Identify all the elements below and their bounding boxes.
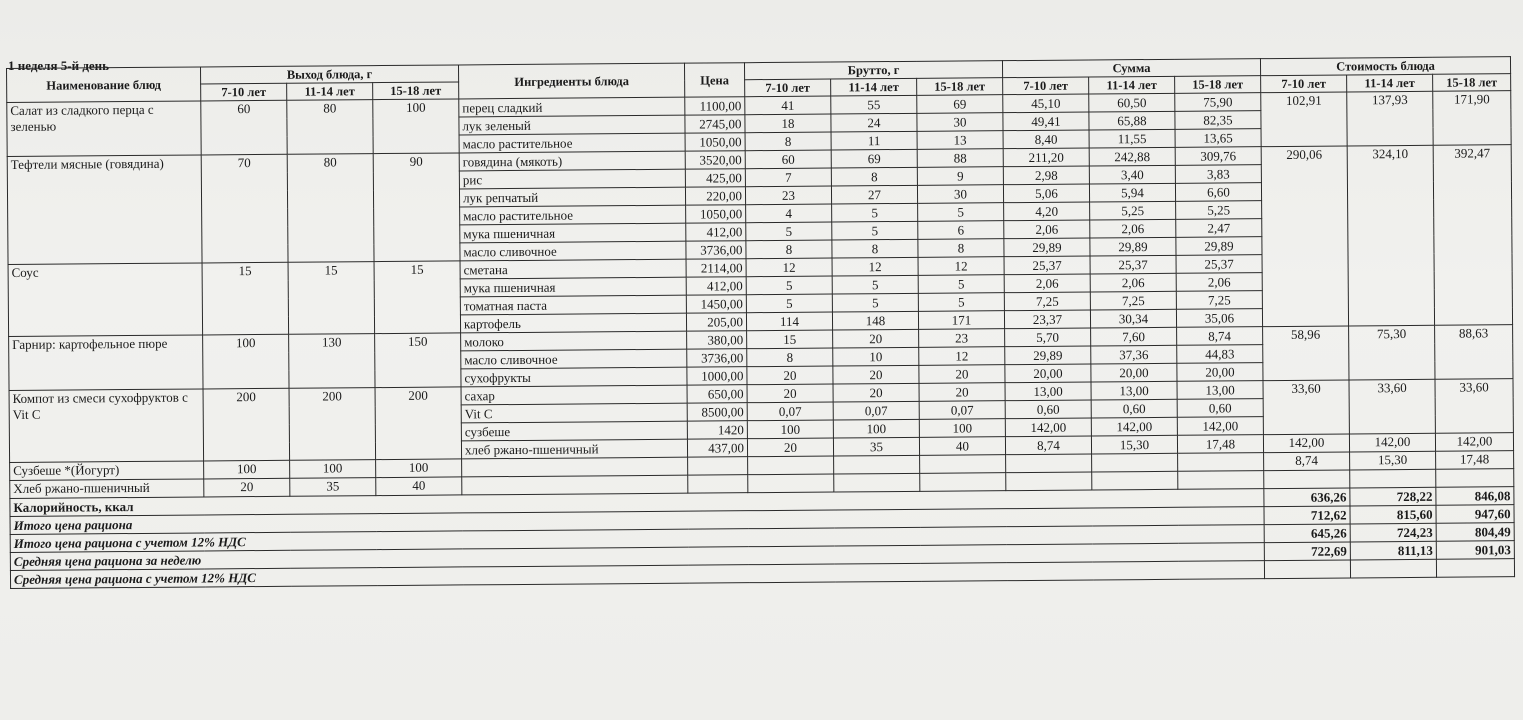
ingredient-price: 205,00 — [686, 313, 746, 331]
ingredient-sum: 8,74 — [1177, 327, 1263, 346]
dish-yield: 40 — [376, 477, 462, 496]
ingredient-price — [688, 457, 748, 475]
dish-cost: 17,48 — [1436, 451, 1514, 470]
ingredient-sum: 6,60 — [1175, 183, 1261, 202]
ingredient-sum: 0,60 — [1005, 400, 1091, 419]
ingredient-sum: 20,00 — [1091, 363, 1177, 382]
summary-label: Калорийность, ккал — [10, 489, 1264, 517]
gross-weight: 8 — [831, 167, 917, 186]
ingredient-sum: 242,88 — [1089, 147, 1175, 166]
age-header-yield-0: 7-10 лет — [201, 83, 287, 101]
ingredient-sum: 142,00 — [1177, 417, 1263, 436]
page-label: 1 неделя 5-й день — [8, 58, 110, 73]
gross-weight: 23 — [745, 186, 831, 205]
gross-weight: 6 — [918, 221, 1004, 240]
ingredient-price: 8500,00 — [687, 403, 747, 421]
dish-yield: 100 — [203, 334, 289, 389]
dish-name: Гарнир: картофельное пюре — [9, 335, 203, 391]
dish-yield: 60 — [201, 100, 287, 155]
dish-cost: 75,30 — [1349, 325, 1435, 380]
ingredient-price: 2114,00 — [686, 259, 746, 277]
gross-weight: 10 — [833, 347, 919, 366]
gross-weight: 5 — [832, 221, 918, 240]
ingredient-sum: 2,06 — [1090, 273, 1176, 292]
ingredient-sum: 7,25 — [1090, 291, 1176, 310]
ingredient-name: говядина (мякоть) — [459, 151, 685, 171]
ingredient-name: томатная паста — [460, 295, 686, 315]
ingredient-sum: 49,41 — [1003, 112, 1089, 131]
dish-cost: 33,60 — [1349, 379, 1435, 434]
summary-value: 901,03 — [1436, 541, 1514, 560]
age-header-cost-2: 15-18 лет — [1433, 74, 1511, 92]
dish-cost: 392,47 — [1433, 145, 1512, 326]
gross-weight: 88 — [917, 149, 1003, 168]
ingredient-sum: 29,89 — [1176, 237, 1262, 256]
ingredient-sum: 2,06 — [1004, 220, 1090, 239]
ingredient-name: хлеб ржано-пшеничный — [461, 439, 687, 459]
summary-label: Средняя цена рациона с учетом 12% НДС — [10, 561, 1264, 589]
gross-weight: 7 — [745, 168, 831, 187]
summary-value — [1436, 559, 1514, 578]
dish-yield: 100 — [376, 459, 462, 478]
ingredient-sum: 45,10 — [1003, 94, 1089, 113]
dish-yield: 80 — [287, 100, 373, 155]
header-sum: Сумма — [1002, 59, 1260, 78]
ingredient-sum: 13,00 — [1091, 381, 1177, 400]
gross-weight: 20 — [747, 384, 833, 403]
ingredient-name: Vit C — [461, 403, 687, 423]
dish-cost: 142,00 — [1435, 433, 1513, 452]
header-dish-name: Наименование блюд — [7, 67, 201, 103]
dish-yield: 90 — [373, 153, 460, 262]
ingredient-sum: 3,40 — [1089, 165, 1175, 184]
ingredient-sum: 20,00 — [1005, 364, 1091, 383]
ingredient-sum: 5,06 — [1003, 184, 1089, 203]
ingredient-sum: 65,88 — [1089, 111, 1175, 130]
ingredient-name: масло растительное — [460, 205, 686, 225]
gross-weight — [748, 456, 834, 475]
ingredient-sum: 8,40 — [1003, 130, 1089, 149]
gross-weight: 20 — [833, 329, 919, 348]
gross-weight: 9 — [917, 167, 1003, 186]
summary-value: 728,22 — [1350, 487, 1436, 506]
ingredient-sum: 25,37 — [1176, 255, 1262, 274]
ingredient-name — [462, 457, 688, 477]
ingredient-name: картофель — [460, 313, 686, 333]
gross-weight: 69 — [917, 95, 1003, 114]
dish-yield: 150 — [375, 333, 461, 388]
dish-cost: 8,74 — [1264, 452, 1350, 471]
ingredient-sum: 75,90 — [1175, 93, 1261, 112]
gross-weight: 100 — [833, 419, 919, 438]
gross-weight: 13 — [917, 131, 1003, 150]
gross-weight: 24 — [831, 113, 917, 132]
gross-weight: 30 — [917, 113, 1003, 132]
ingredient-sum: 15,30 — [1091, 435, 1177, 454]
summary-value: 724,23 — [1350, 523, 1436, 542]
header-price: Цена — [684, 63, 744, 97]
ingredient-sum — [1006, 454, 1092, 473]
dish-cost: 102,91 — [1261, 92, 1347, 147]
ingredient-price: 650,00 — [687, 385, 747, 403]
gross-weight: 0,07 — [833, 401, 919, 420]
ingredient-sum: 7,25 — [1176, 291, 1262, 310]
gross-weight: 55 — [831, 95, 917, 114]
gross-weight: 5 — [832, 203, 918, 222]
gross-weight: 15 — [747, 330, 833, 349]
ingredient-name: рис — [459, 169, 685, 189]
ingredient-sum: 309,76 — [1175, 147, 1261, 166]
ingredient-sum: 0,60 — [1091, 399, 1177, 418]
ingredient-sum: 35,06 — [1176, 309, 1262, 328]
gross-weight: 20 — [833, 365, 919, 384]
ingredient-price: 1420 — [687, 421, 747, 439]
ingredient-sum: 29,89 — [1005, 346, 1091, 365]
ingredient-name: молоко — [461, 331, 687, 351]
ingredient-sum — [1092, 453, 1178, 472]
ingredient-sum: 60,50 — [1089, 93, 1175, 112]
ingredient-name — [462, 475, 688, 495]
summary-value: 804,49 — [1436, 523, 1514, 542]
age-header-yield-1: 11-14 лет — [287, 83, 373, 101]
gross-weight: 12 — [746, 258, 832, 277]
gross-weight: 0,07 — [747, 402, 833, 421]
summary-value — [1264, 560, 1350, 579]
gross-weight — [748, 474, 834, 493]
ingredient-sum: 37,36 — [1091, 345, 1177, 364]
dish-yield: 200 — [203, 388, 290, 461]
dish-yield: 15 — [288, 262, 375, 335]
dish-name: Хлеб ржано-пшеничный — [10, 479, 204, 499]
gross-weight: 35 — [833, 437, 919, 456]
ingredient-sum: 3,83 — [1175, 165, 1261, 184]
dish-cost — [1350, 469, 1436, 488]
ingredient-sum: 2,98 — [1003, 166, 1089, 185]
gross-weight: 20 — [919, 365, 1005, 384]
ingredient-sum: 13,65 — [1175, 129, 1261, 148]
dish-cost: 58,96 — [1263, 326, 1349, 381]
dish-name: Соус — [8, 263, 203, 337]
gross-weight: 40 — [919, 437, 1005, 456]
menu-document — [6, 56, 1515, 589]
ingredient-price: 1050,00 — [686, 205, 746, 223]
dish-cost: 324,10 — [1347, 145, 1434, 326]
ingredient-sum: 142,00 — [1005, 418, 1091, 437]
ingredient-sum: 2,06 — [1176, 273, 1262, 292]
age-header-sum-1: 11-14 лет — [1089, 76, 1175, 94]
gross-weight: 8 — [918, 239, 1004, 258]
ingredient-price: 380,00 — [687, 331, 747, 349]
gross-weight: 60 — [745, 150, 831, 169]
dish-yield: 35 — [290, 478, 376, 497]
summary-value: 645,26 — [1264, 524, 1350, 543]
ingredient-sum: 5,70 — [1005, 328, 1091, 347]
ingredient-sum: 29,89 — [1004, 238, 1090, 257]
ingredient-sum: 13,00 — [1177, 381, 1263, 400]
dish-cost: 88,63 — [1435, 325, 1513, 380]
ingredient-name: сметана — [460, 259, 686, 279]
dish-cost: 290,06 — [1261, 146, 1348, 327]
ingredient-price: 412,00 — [686, 223, 746, 241]
gross-weight: 5 — [746, 276, 832, 295]
dish-cost — [1436, 469, 1514, 488]
ingredient-price: 412,00 — [686, 277, 746, 295]
gross-weight: 5 — [746, 294, 832, 313]
ingredient-sum: 17,48 — [1177, 435, 1263, 454]
ingredient-price: 220,00 — [685, 187, 745, 205]
ingredient-name: сухофрукты — [461, 367, 687, 387]
gross-weight — [834, 455, 920, 474]
summary-label: Итого цена рациона — [10, 507, 1264, 535]
age-header-cost-1: 11-14 лет — [1347, 74, 1433, 92]
gross-weight: 23 — [919, 329, 1005, 348]
gross-weight: 11 — [831, 131, 917, 150]
ingredient-price: 3736,00 — [686, 241, 746, 259]
ingredient-sum: 2,06 — [1090, 219, 1176, 238]
ingredient-price: 1000,00 — [687, 367, 747, 385]
age-header-gross-0: 7-10 лет — [745, 79, 831, 97]
gross-weight: 5 — [832, 293, 918, 312]
ingredient-name: перец сладкий — [459, 97, 685, 117]
summary-value — [1350, 559, 1436, 578]
summary-label: Средняя цена рациона за неделю — [10, 543, 1264, 571]
gross-weight: 20 — [833, 383, 919, 402]
gross-weight: 5 — [918, 203, 1004, 222]
summary-label: Итого цена рациона с учетом 12% НДС — [10, 525, 1264, 553]
gross-weight: 12 — [832, 257, 918, 276]
gross-weight — [834, 473, 920, 492]
ingredient-name: масло сливочное — [461, 349, 687, 369]
ingredient-sum: 29,89 — [1090, 237, 1176, 256]
ingredient-price: 2745,00 — [685, 115, 745, 133]
dish-yield: 15 — [374, 261, 461, 334]
ingredient-sum: 211,20 — [1003, 148, 1089, 167]
summary-value: 811,13 — [1350, 541, 1436, 560]
dish-yield: 100 — [290, 460, 376, 479]
ingredient-sum — [1006, 472, 1092, 491]
table-body — [7, 91, 1515, 589]
age-header-cost-0: 7-10 лет — [1261, 75, 1347, 93]
age-header-yield-2: 15-18 лет — [373, 82, 459, 100]
ingredient-sum: 5,25 — [1090, 201, 1176, 220]
ingredient-sum: 5,94 — [1089, 183, 1175, 202]
dish-yield: 80 — [287, 154, 374, 263]
dish-cost: 142,00 — [1349, 433, 1435, 452]
gross-weight — [920, 473, 1006, 492]
gross-weight: 20 — [747, 366, 833, 385]
ingredient-name: мука пшеничная — [460, 277, 686, 297]
ingredient-name: лук зеленый — [459, 115, 685, 135]
ingredient-price: 3520,00 — [685, 151, 745, 169]
gross-weight: 148 — [832, 311, 918, 330]
gross-weight: 41 — [745, 96, 831, 115]
ingredient-sum: 30,34 — [1090, 309, 1176, 328]
gross-weight: 5 — [918, 293, 1004, 312]
dish-cost: 171,90 — [1433, 91, 1511, 146]
summary-value: 815,60 — [1350, 505, 1436, 524]
gross-weight: 171 — [918, 311, 1004, 330]
gross-weight: 5 — [918, 275, 1004, 294]
ingredient-name: сузбеше — [461, 421, 687, 441]
age-header-gross-2: 15-18 лет — [917, 78, 1003, 96]
dish-cost: 33,60 — [1263, 380, 1349, 435]
dish-name: Салат из сладкого перца с зеленью — [7, 101, 201, 157]
ingredient-sum: 5,25 — [1176, 201, 1262, 220]
summary-value: 947,60 — [1436, 505, 1514, 524]
ingredient-sum: 23,37 — [1004, 310, 1090, 329]
dish-cost: 137,93 — [1347, 91, 1433, 146]
gross-weight: 0,07 — [919, 401, 1005, 420]
ingredient-name: масло сливочное — [460, 241, 686, 261]
dish-yield: 200 — [289, 388, 376, 461]
gross-weight: 27 — [831, 185, 917, 204]
ingredient-sum: 7,60 — [1091, 327, 1177, 346]
dish-yield: 15 — [202, 262, 289, 335]
ingredient-price: 425,00 — [685, 169, 745, 187]
ingredient-sum: 2,06 — [1004, 274, 1090, 293]
summary-value: 636,26 — [1264, 488, 1350, 507]
gross-weight: 12 — [918, 257, 1004, 276]
header-dish-cost: Стоимость блюда — [1260, 57, 1510, 76]
dish-yield: 100 — [373, 99, 459, 154]
gross-weight: 114 — [746, 312, 832, 331]
gross-weight: 100 — [919, 419, 1005, 438]
ingredient-sum: 13,00 — [1005, 382, 1091, 401]
dish-name: Сузбеше *(Йогурт) — [10, 461, 204, 481]
gross-weight: 8 — [746, 240, 832, 259]
dish-cost: 33,60 — [1435, 379, 1513, 434]
ingredient-sum: 25,37 — [1004, 256, 1090, 275]
ingredient-sum — [1092, 471, 1178, 490]
ingredient-sum: 0,60 — [1177, 399, 1263, 418]
gross-weight: 4 — [746, 204, 832, 223]
gross-weight: 30 — [917, 185, 1003, 204]
ingredient-price — [688, 475, 748, 493]
age-header-sum-2: 15-18 лет — [1175, 76, 1261, 94]
header-ingredients: Ингредиенты блюда — [458, 63, 684, 99]
dish-yield: 200 — [375, 387, 462, 460]
ingredient-name: мука пшеничная — [460, 223, 686, 243]
ingredient-sum: 11,55 — [1089, 129, 1175, 148]
ingredient-sum: 7,25 — [1004, 292, 1090, 311]
dish-name: Тефтели мясные (говядина) — [7, 155, 202, 265]
dish-yield: 100 — [204, 460, 290, 479]
gross-weight: 5 — [832, 275, 918, 294]
gross-weight: 8 — [745, 132, 831, 151]
ingredient-name: сахар — [461, 385, 687, 405]
ingredient-sum: 8,74 — [1005, 436, 1091, 455]
dish-yield: 70 — [201, 154, 288, 263]
ingredient-price: 437,00 — [687, 439, 747, 457]
ingredient-sum: 44,83 — [1177, 345, 1263, 364]
ingredient-price: 1100,00 — [685, 97, 745, 115]
header-yield: Выход блюда, г — [200, 65, 458, 84]
header-gross: Брутто, г — [744, 61, 1002, 80]
gross-weight: 12 — [919, 347, 1005, 366]
ingredient-sum: 142,00 — [1091, 417, 1177, 436]
gross-weight: 100 — [747, 420, 833, 439]
ingredient-sum — [1178, 471, 1264, 490]
ingredient-price: 1050,00 — [685, 133, 745, 151]
gross-weight: 8 — [747, 348, 833, 367]
ingredient-sum: 20,00 — [1177, 363, 1263, 382]
dish-cost: 15,30 — [1350, 451, 1436, 470]
dish-cost: 142,00 — [1263, 434, 1349, 453]
dish-cost — [1264, 470, 1350, 489]
gross-weight: 5 — [746, 222, 832, 241]
gross-weight: 18 — [745, 114, 831, 133]
ingredient-sum: 25,37 — [1090, 255, 1176, 274]
ingredient-name: масло растительное — [459, 133, 685, 153]
ingredient-sum: 82,35 — [1175, 111, 1261, 130]
gross-weight — [920, 455, 1006, 474]
age-header-sum-0: 7-10 лет — [1003, 77, 1089, 95]
ingredient-sum: 4,20 — [1004, 202, 1090, 221]
ingredient-sum — [1178, 453, 1264, 472]
ingredient-sum: 2,47 — [1176, 219, 1262, 238]
summary-value: 846,08 — [1436, 487, 1514, 506]
gross-weight: 20 — [919, 383, 1005, 402]
dish-yield: 130 — [289, 334, 375, 389]
gross-weight: 69 — [831, 149, 917, 168]
gross-weight: 8 — [832, 239, 918, 258]
ingredient-name: лук репчатый — [459, 187, 685, 207]
ingredient-price: 1450,00 — [686, 295, 746, 313]
summary-value: 722,69 — [1264, 542, 1350, 561]
age-header-gross-1: 11-14 лет — [831, 78, 917, 96]
menu-table — [6, 56, 1515, 589]
dish-name: Компот из смеси сухофруктов с Vit C — [9, 389, 204, 463]
dish-yield: 20 — [204, 478, 290, 497]
ingredient-price: 3736,00 — [687, 349, 747, 367]
summary-value: 712,62 — [1264, 506, 1350, 525]
gross-weight: 20 — [747, 438, 833, 457]
